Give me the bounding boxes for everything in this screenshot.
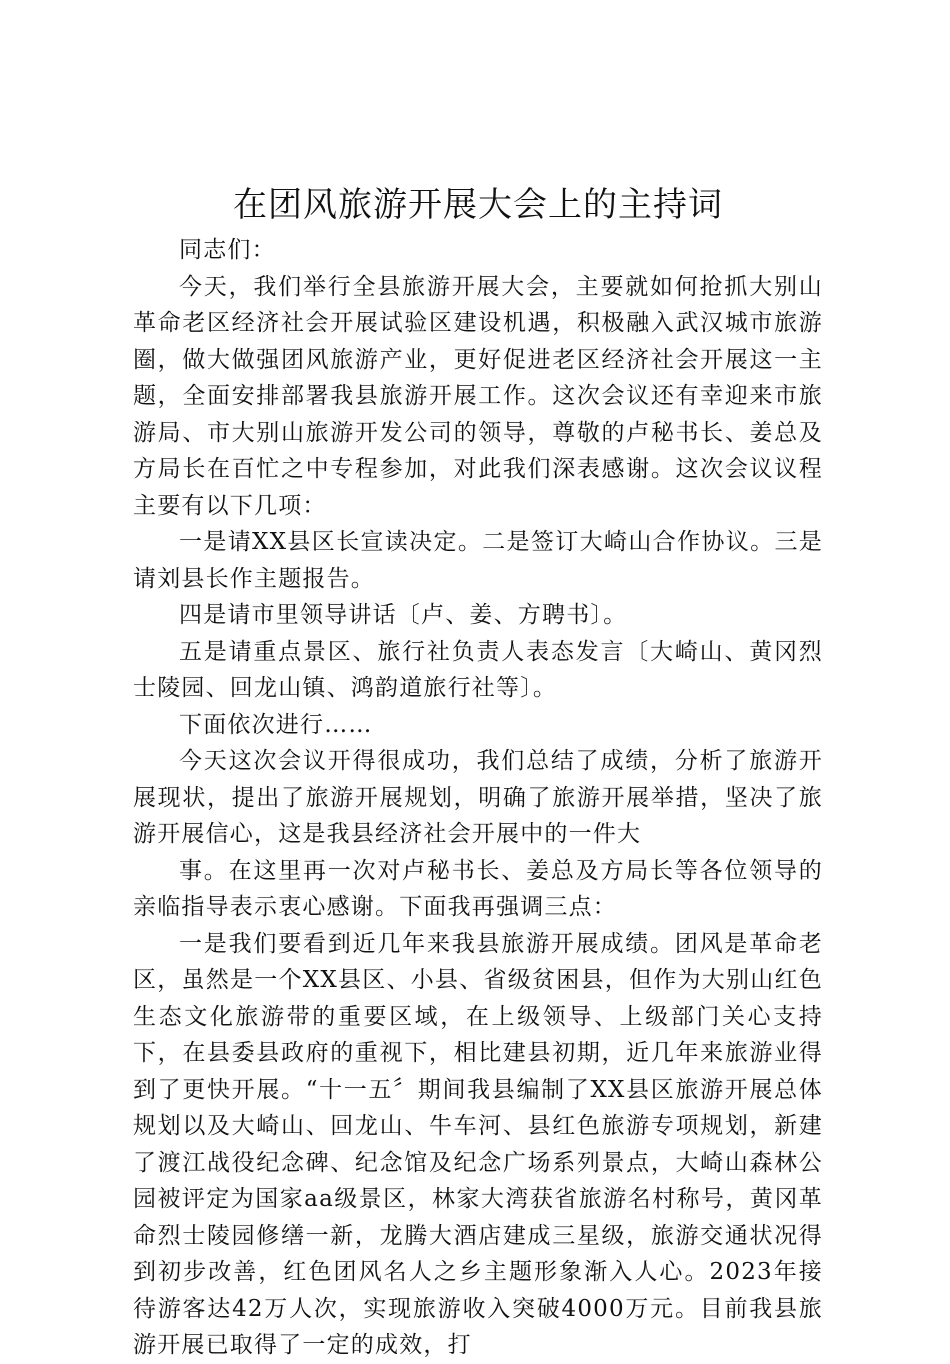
paragraph-proceed: 下面依次进行…… xyxy=(179,711,373,738)
document-title: 在团风旅游开展大会上的主持词 xyxy=(233,185,723,225)
paragraph-point-1: 一是我们要看到近几年来我县旅游开展成绩。团风是革命老区，虽然是一个XX县区、小县、省级贫困县，但作为大别山红色生态文化旅游带的重要区域，在上级领导、上级部门关心支持下，在县委县政府的重视下，相比建县初期，近几年来旅游业得到了更快开展。“十一五〞期间我县编制了XX县区旅游开展总体规划以及大崎山、回龙山、牛车河、县红色旅游专项规划，新建了渡江战役纪念碑、纪念馆及纪念广场系列景点，大崎山森林公园被评定为国家aa级景区，林家大湾获省旅游名村称号，黄冈革命烈士陵园修缮一新，龙腾大酒店建成三星级，旅游交通状况得到初步改善，红色团风名人之乡主题形象渐入人心。2023年接待游客达42万人次，实现旅游收入突破4000万元。目前我县旅游开展已取得了一定的成效，打 xyxy=(133,930,823,1358)
paragraph-intro: 今天，我们举行全县旅游开展大会，主要就如何抢抓大别山革命老区经济社会开展试验区建设机遇，积极融入武汉城市旅游圈，做大做强团风旅游产业，更好促进老区经济社会开展这一主题，全面安排部署我县旅游开展工作。这次会议还有幸迎来市旅游局、市大别山旅游开发公司的领导，尊敬的卢秘书长、姜总及方局长在百忙之中专程参加，对此我们深表感谢。这次会议议程主要有以下几项： xyxy=(133,273,823,519)
document-page xyxy=(133,180,823,1364)
paragraph-thanks: 事。在这里再一次对卢秘书长、姜总及方局长等各位领导的亲临指导表示衷心感谢。下面我再强调三点： xyxy=(133,857,823,920)
paragraph-agenda-1: 一是请XX县区长宣读决定。二是签订大崎山合作协议。三是请刘县长作主题报告。 xyxy=(133,529,823,592)
paragraph-agenda-5: 五是请重点景区、旅行社负责人表态发言〔大崎山、黄冈烈士陵园、回龙山镇、鸿韵道旅行社等〕。 xyxy=(133,638,823,701)
paragraph-agenda-4: 四是请市里领导讲话〔卢、姜、方聘书〕。 xyxy=(179,602,628,628)
paragraph-greeting: 同志们： xyxy=(179,237,276,263)
paragraph-summary: 今天这次会议开得很成功，我们总结了成绩，分析了旅游开展现状，提出了旅游开展规划，明确了旅游开展举措，坚决了旅游开展信心，这是我县经济社会开展中的一件大 xyxy=(133,748,823,847)
